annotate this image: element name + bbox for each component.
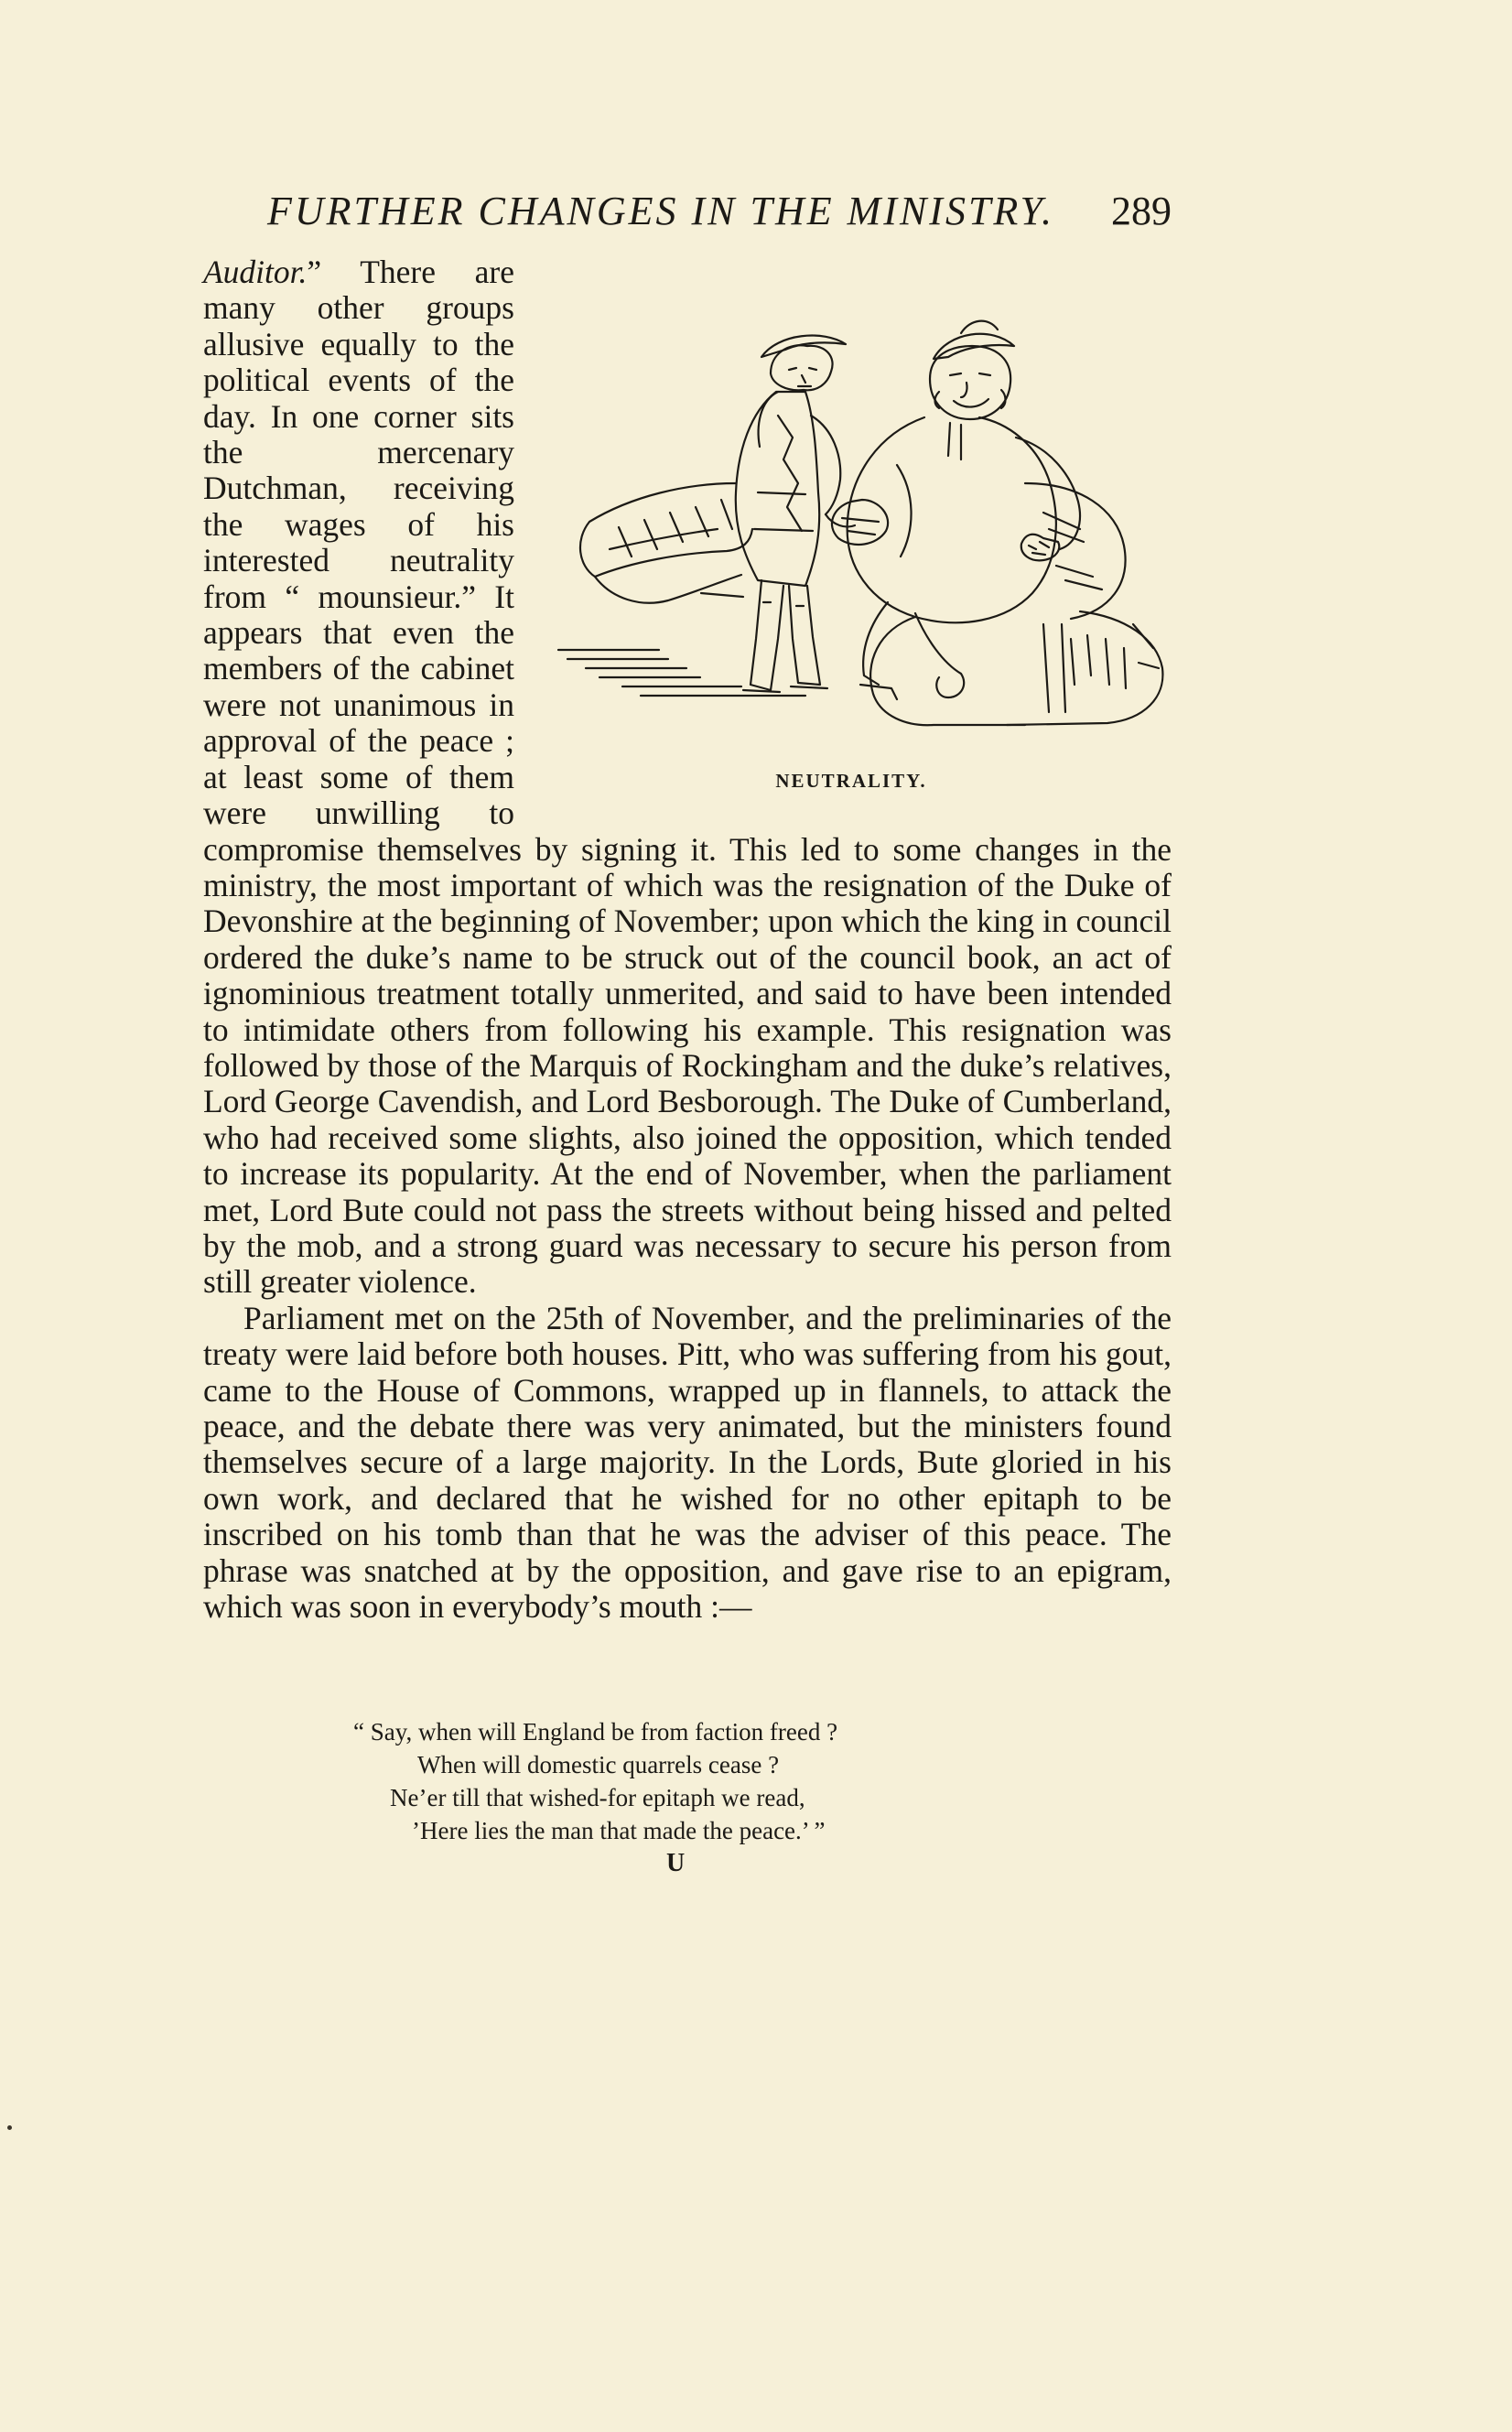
poem-line-1: “ Say, when will England be from faction freed ? (353, 1718, 838, 1746)
paragraph-1 (203, 254, 1172, 1301)
paragraph-1-text: ” There are many other groups allusive equally to the political events of the day. In one corner sits the mercenary Dutchman, receiving the wages of his interested neutrality from “ mounsieur.” It appears that even the members of the cabinet were not unanimous in approval of the peace ; at least some of them were unwilling to compromise themselves by signing it. This led to some changes in the ministry, the most important of which was the resignation of the Duke of Devonshire at the beginning of November; upon which the king in council ordered the duke’s name to be struck out of the council book, an act of ignominious treatment totally unmerited, and said to have been intended to intimidate others from following his example. This resignation was followed by those of the Marquis of Rockingham and the duke’s relatives, Lord George Cavendish, and Lord Besborough. The Duke of Cumberland, who had received some slights, also joined the opposition, which tended to increase its popularity. At the end of November, when the parliament met, Lord Bute could not pass the streets without being hissed and pelted by the mob, and a strong guard was necessary to secure his person from still greater violence. (203, 254, 1172, 1301)
neutrality-illustration (531, 254, 1172, 802)
neutrality-engraving (531, 254, 1172, 767)
paragraph-2 (203, 1301, 1172, 1626)
lead-word: Auditor. (203, 254, 308, 290)
body-text (203, 254, 1172, 1625)
poem-line-4: ’Here lies the man that made the peace.’ ” (412, 1817, 826, 1844)
paragraph-2-text: Parliament met on the 25th of November, and the preliminaries of the treaty were laid before both houses. Pitt, who was suffering from his gout, came to the House of Commons, wrapped up in flannels, to attack the peace, and the debate there was very animated, but the ministers found themselves secure of a large majority. In the Lords, Bute gloried in his own work, and declared that he wished for no other epitaph to be inscribed on his tomb than that he was the adviser of this peace. The phrase was snatched at by the opposition, and gave rise to an epigram, which was soon in everybody’s mouth :— (203, 1299, 1172, 1626)
page-number: 289 (1111, 189, 1172, 233)
page-header (201, 188, 1172, 243)
running-title: FURTHER CHANGES IN THE MINISTRY. (267, 189, 1054, 233)
signature-mark: U (666, 1849, 686, 1877)
figure-caption: NEUTRALITY. (775, 770, 927, 792)
page-speck (7, 2125, 12, 2130)
poem-line-2: When will domestic quarrels cease ? (417, 1751, 780, 1778)
poem-line-3: Ne’er till that wished-for epitaph we read, (390, 1784, 805, 1811)
epigram-poem (353, 1715, 837, 1847)
